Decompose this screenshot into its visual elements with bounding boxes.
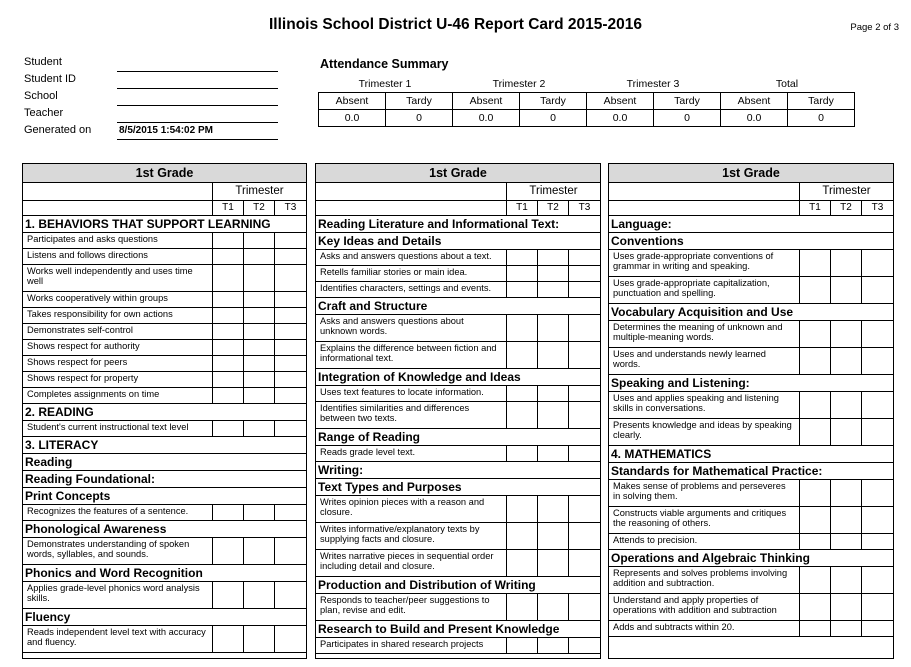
standard-description: Uses and understands newly learned words. [609, 348, 800, 374]
student-info [24, 55, 284, 140]
standard-row [23, 308, 306, 324]
standard-row [316, 523, 600, 550]
term-label-t3: T3 [578, 202, 591, 213]
grade-cell-t3 [862, 250, 893, 276]
grade-cell-t1 [213, 233, 244, 248]
attendance-value: 0.0 [453, 110, 520, 127]
standard-description: Understand and apply properties of operations with addition and subtraction [609, 594, 800, 620]
grade-cell-t2 [538, 386, 569, 401]
section-heading-standards-for-mathematical-practice: Standards for Mathematical Practice: [609, 463, 893, 480]
standard-row [609, 348, 893, 375]
grade-cell-t2 [244, 626, 275, 652]
attendance-col: Tardy [788, 93, 855, 110]
grade-cell-t1 [213, 249, 244, 264]
standard-description: Demonstrates understanding of spoken words, syllables, and sounds. [23, 538, 213, 564]
grade-cell-t1 [213, 308, 244, 323]
grade-cell-t2 [538, 496, 569, 522]
grade-cell-t2 [538, 594, 569, 620]
grade-cell-t2 [831, 594, 862, 620]
term-label-t2: T2 [831, 201, 862, 215]
standard-description: Writes informative/explanatory texts by supplying facts and closure. [316, 523, 507, 549]
grade-cell-t2 [244, 324, 275, 339]
standard-row [23, 582, 306, 609]
grade-cell-t2 [831, 534, 862, 549]
section-heading-writing: Writing: [316, 462, 600, 479]
grade-cell-t3 [275, 340, 306, 355]
attendance-col: Tardy [654, 93, 721, 110]
grade-cell-t2 [244, 233, 275, 248]
standard-row [316, 282, 600, 298]
grade-cell-t1 [800, 534, 831, 549]
attendance-group-trimester-1: Trimester 1 [358, 78, 412, 90]
standard-description: Participates and asks questions [23, 233, 213, 248]
attendance-value: 0 [654, 110, 721, 127]
grade-cell-t3 [569, 594, 600, 620]
standard-description: Works cooperatively within groups [23, 292, 213, 307]
standard-description: Explains the difference between fiction and informational text. [316, 342, 507, 368]
standard-description: Identifies similarities and differences between two texts. [316, 402, 507, 428]
grade-cell-t3 [275, 372, 306, 387]
section-heading-phonics-and-word-recognition: Phonics and Word Recognition [23, 565, 306, 582]
standard-description: Constructs viable arguments and critiques the reasoning of others. [609, 507, 800, 533]
grade-cell-t2 [831, 480, 862, 506]
school-label: School [24, 90, 58, 102]
grade-cell-t3 [569, 250, 600, 265]
student-id-label: Student ID [24, 73, 76, 85]
grade-cell-t3 [569, 496, 600, 522]
grade-cell-t2 [831, 250, 862, 276]
grade-cell-t3 [862, 480, 893, 506]
attendance-col: Absent [319, 93, 386, 110]
standard-row [23, 626, 306, 653]
section-heading-language: Language: [609, 216, 893, 233]
attendance-group-trimester-2: Trimester 2 [492, 78, 546, 90]
header-spacer [23, 183, 213, 200]
grade-cell-t3 [569, 638, 600, 653]
grade-cell-t2 [244, 372, 275, 387]
standard-description: Recognizes the features of a sentence. [23, 505, 213, 520]
standard-row [609, 250, 893, 277]
grade-cell-t2 [244, 538, 275, 564]
grade-cell-t2 [244, 582, 275, 608]
standard-description: Determines the meaning of unknown and multiple-meaning words. [609, 321, 800, 347]
section-heading-1-behaviors-that-support-learning: 1. BEHAVIORS THAT SUPPORT LEARNING [23, 216, 306, 233]
grade-cell-t2 [538, 550, 569, 576]
standard-row [316, 266, 600, 282]
standard-description: Represents and solves problems involving addition and subtraction. [609, 567, 800, 593]
grade-cell-t1 [507, 496, 538, 522]
attendance-value: 0 [788, 110, 855, 127]
grade-cell-t3 [862, 348, 893, 374]
grade-cell-t2 [538, 282, 569, 297]
grade-cell-t1 [507, 550, 538, 576]
section-heading-speaking-and-listening: Speaking and Listening: [609, 375, 893, 392]
grade-cell-t2 [538, 446, 569, 461]
grade-cell-t2 [831, 321, 862, 347]
trimester-label: Trimester [822, 185, 871, 197]
grade-cell-t1 [213, 340, 244, 355]
section-heading-fluency: Fluency [23, 609, 306, 626]
grade-cell-t1 [800, 348, 831, 374]
standard-row [23, 340, 306, 356]
grade-cell-t1 [213, 388, 244, 403]
attendance-value: 0 [520, 110, 587, 127]
teacher-field [24, 106, 284, 123]
grade-cell-t3 [569, 266, 600, 281]
generated-label: Generated on [24, 124, 92, 136]
attendance-col: Absent [721, 93, 788, 110]
term-label-t1: T1 [800, 201, 831, 215]
trimester-header [23, 183, 306, 201]
term-header [316, 201, 600, 216]
grade-cell-t2 [244, 388, 275, 403]
standard-description: Presents knowledge and ideas by speaking clearly. [609, 419, 800, 445]
attendance-title: Attendance Summary [320, 57, 449, 71]
standard-row [23, 233, 306, 249]
grade-cell-t2 [538, 266, 569, 281]
term-header [609, 201, 893, 216]
grade-cell-t3 [862, 621, 893, 636]
standard-description: Shows respect for authority [23, 340, 213, 355]
grade-cell-t2 [244, 265, 275, 291]
grade-cell-t3 [569, 342, 600, 368]
generated-field [24, 123, 284, 140]
grade-cell-t2 [831, 419, 862, 445]
grade-cell-t3 [862, 277, 893, 303]
grade-cell-t3 [275, 505, 306, 520]
grade-cell-t3 [862, 419, 893, 445]
standard-description: Takes responsibility for own actions [23, 308, 213, 323]
grade-cell-t3 [275, 582, 306, 608]
grade-cell-t1 [507, 266, 538, 281]
grade-cell-t3 [275, 421, 306, 436]
standard-description: Uses text features to locate information. [316, 386, 507, 401]
standard-row [316, 496, 600, 523]
section-heading-4-mathematics: 4. MATHEMATICS [609, 446, 893, 463]
student-field [24, 55, 284, 72]
header-spacer [316, 201, 507, 215]
standard-row [23, 372, 306, 388]
grade-cell-t2 [538, 523, 569, 549]
section-heading-craft-and-structure: Craft and Structure [316, 298, 600, 315]
grade-cell-t3 [569, 315, 600, 341]
standard-row [609, 621, 893, 637]
standard-description: Completes assignments on time [23, 388, 213, 403]
section-heading-reading-foundational: Reading Foundational: [23, 471, 306, 488]
standard-row [316, 386, 600, 402]
standard-description: Responds to teacher/peer suggestions to plan, revise and edit. [316, 594, 507, 620]
trimester-label: Trimester [529, 185, 578, 197]
grade-cell-t3 [275, 356, 306, 371]
grade-cell-t1 [800, 321, 831, 347]
standard-description: Listens and follows directions [23, 249, 213, 264]
standard-row [23, 265, 306, 292]
grade-cell-t3 [275, 308, 306, 323]
grade-cell-t1 [213, 505, 244, 520]
grade-cell-t3 [862, 594, 893, 620]
standard-row [609, 321, 893, 348]
grade-cell-t1 [507, 315, 538, 341]
standard-description: Reads independent level text with accuracy and fluency. [23, 626, 213, 652]
section-heading-3-literacy: 3. LITERACY [23, 437, 306, 454]
standard-description: Works well independently and uses time well [23, 265, 213, 291]
standard-description: Retells familiar stories or main idea. [316, 266, 507, 281]
grade-cell-t3 [862, 321, 893, 347]
standard-description: Writes opinion pieces with a reason and closure. [316, 496, 507, 522]
standard-description: Demonstrates self-control [23, 324, 213, 339]
grade-cell-t2 [244, 308, 275, 323]
standard-description: Student's current instructional text level [23, 421, 213, 436]
standard-row [23, 388, 306, 404]
grade-cell-t1 [800, 621, 831, 636]
panel-heading: 1st Grade [23, 164, 306, 183]
section-heading-research-to-build-and-present-knowledge: Research to Build and Present Knowledge [316, 621, 600, 638]
section-heading-2-reading: 2. READING [23, 404, 306, 421]
grade-cell-t2 [831, 507, 862, 533]
grade-cell-t2 [831, 348, 862, 374]
grade-cell-t1 [800, 392, 831, 418]
grade-cell-t1 [800, 277, 831, 303]
header-spacer [609, 183, 800, 200]
term-label-t2: T2 [538, 201, 569, 215]
grade-cell-t2 [538, 402, 569, 428]
standard-row [609, 507, 893, 534]
standard-description: Makes sense of problems and perseveres in solving them. [609, 480, 800, 506]
attendance-col: Absent [587, 93, 654, 110]
standard-row [23, 249, 306, 265]
grade-panel-3 [608, 163, 894, 659]
grade-cell-t1 [213, 292, 244, 307]
grade-cell-t2 [538, 638, 569, 653]
grade-cell-t1 [507, 386, 538, 401]
standard-description: Attends to precision. [609, 534, 800, 549]
standard-description: Asks and answers questions about unknown words. [316, 315, 507, 341]
grade-panel-1 [22, 163, 307, 659]
standard-row [609, 534, 893, 550]
section-heading-operations-and-algebraic-thinking: Operations and Algebraic Thinking [609, 550, 893, 567]
school-field [24, 89, 284, 106]
attendance-value: 0.0 [587, 110, 654, 127]
standard-row [609, 594, 893, 621]
grade-cell-t3 [862, 534, 893, 549]
grade-cell-t2 [831, 392, 862, 418]
standard-row [316, 402, 600, 429]
section-heading-vocabulary-acquisition-and-use: Vocabulary Acquisition and Use [609, 304, 893, 321]
standard-row [609, 277, 893, 304]
grade-cell-t1 [213, 626, 244, 652]
grade-cell-t3 [569, 446, 600, 461]
grade-cell-t3 [569, 282, 600, 297]
standard-row [23, 505, 306, 521]
grade-cell-t3 [275, 324, 306, 339]
section-heading-print-concepts: Print Concepts [23, 488, 306, 505]
section-heading-reading-literature-and-informational-tex: Reading Literature and Informational Text: [316, 216, 600, 233]
attendance-col: Tardy [386, 93, 453, 110]
generated-value: 8/5/2015 1:54:02 PM [119, 125, 213, 136]
grade-cell-t3 [275, 292, 306, 307]
page-number: Page 2 of 3 [850, 22, 899, 33]
grade-panel-2 [315, 163, 601, 659]
grade-cell-t3 [275, 249, 306, 264]
trimester-header [609, 183, 893, 201]
header-spacer [316, 183, 507, 200]
grade-cell-t1 [507, 282, 538, 297]
attendance-value: 0.0 [721, 110, 788, 127]
standard-row [316, 315, 600, 342]
standard-row [316, 446, 600, 462]
grade-cell-t3 [569, 523, 600, 549]
section-heading-conventions: Conventions [609, 233, 893, 250]
section-heading-reading: Reading [23, 454, 306, 471]
grade-cell-t1 [507, 446, 538, 461]
grade-cell-t1 [800, 567, 831, 593]
grade-cell-t2 [244, 421, 275, 436]
grade-cell-t3 [569, 402, 600, 428]
grade-cell-t1 [213, 265, 244, 291]
section-heading-key-ideas-and-details: Key Ideas and Details [316, 233, 600, 250]
grade-cell-t1 [213, 538, 244, 564]
standard-description: Adds and subtracts within 20. [609, 621, 800, 636]
standard-description: Uses and applies speaking and listening skills in conversations. [609, 392, 800, 418]
grade-cell-t1 [800, 419, 831, 445]
generated-line [117, 139, 278, 140]
standard-row [23, 538, 306, 565]
trimester-header [316, 183, 600, 201]
page-title: Illinois School District U-46 Report Card 2015-2016 [269, 16, 642, 33]
student-id-field [24, 72, 284, 89]
grade-cell-t2 [538, 342, 569, 368]
attendance-value: 0 [386, 110, 453, 127]
grade-cell-t3 [862, 507, 893, 533]
grade-cell-t2 [831, 621, 862, 636]
student-label: Student [24, 56, 62, 68]
attendance-value: 0.0 [319, 110, 386, 127]
grade-cell-t2 [244, 505, 275, 520]
standard-description: Applies grade-level phonics word analysis skills. [23, 582, 213, 608]
term-label-t3: T3 [871, 202, 884, 213]
standard-row [23, 292, 306, 308]
term-label-t1: T1 [507, 201, 538, 215]
grade-cell-t2 [244, 292, 275, 307]
panel-heading: 1st Grade [609, 164, 893, 183]
grade-cell-t1 [507, 594, 538, 620]
term-label-t1: T1 [213, 201, 244, 215]
header-spacer [23, 201, 213, 215]
trimester-label: Trimester [235, 185, 284, 197]
section-heading-phonological-awareness: Phonological Awareness [23, 521, 306, 538]
standard-description: Participates in shared research projects [316, 638, 507, 653]
grade-cell-t2 [831, 567, 862, 593]
grade-cell-t1 [213, 421, 244, 436]
attendance-col: Absent [453, 93, 520, 110]
standard-description: Writes narrative pieces in sequential order including detail and closure. [316, 550, 507, 576]
section-heading-range-of-reading: Range of Reading [316, 429, 600, 446]
attendance-col: Tardy [520, 93, 587, 110]
standard-row [316, 550, 600, 577]
attendance-group-total: Total [775, 78, 799, 90]
header-spacer [609, 201, 800, 215]
grade-cell-t1 [213, 324, 244, 339]
attendance-table [318, 92, 855, 127]
standard-description: Shows respect for peers [23, 356, 213, 371]
grade-cell-t1 [800, 480, 831, 506]
grade-cell-t2 [538, 250, 569, 265]
grade-cell-t1 [800, 507, 831, 533]
standard-description: Uses grade-appropriate conventions of grammar in writing and speaking. [609, 250, 800, 276]
standard-description: Uses grade-appropriate capitalization, punctuation and spelling. [609, 277, 800, 303]
grade-cell-t3 [862, 392, 893, 418]
section-heading-production-and-distribution-of-writing: Production and Distribution of Writing [316, 577, 600, 594]
grade-cell-t2 [244, 356, 275, 371]
standard-row [316, 250, 600, 266]
standard-row [23, 356, 306, 372]
grade-cell-t3 [275, 265, 306, 291]
term-label-t3: T3 [284, 202, 297, 213]
grade-cell-t2 [244, 340, 275, 355]
standard-description: Asks and answers questions about a text. [316, 250, 507, 265]
standard-row [609, 480, 893, 507]
grade-cell-t1 [507, 250, 538, 265]
grade-cell-t1 [507, 402, 538, 428]
grade-cell-t2 [244, 249, 275, 264]
grade-cell-t3 [569, 386, 600, 401]
grade-cell-t1 [800, 250, 831, 276]
panel-heading: 1st Grade [316, 164, 600, 183]
grade-cell-t1 [507, 342, 538, 368]
attendance-header-row [319, 93, 855, 110]
standard-row [609, 419, 893, 446]
standard-description: Reads grade level text. [316, 446, 507, 461]
attendance-group-trimester-3: Trimester 3 [626, 78, 680, 90]
term-header [23, 201, 306, 216]
standard-row [609, 567, 893, 594]
grade-cell-t1 [507, 523, 538, 549]
grade-cell-t1 [800, 594, 831, 620]
grade-cell-t3 [862, 567, 893, 593]
grade-cell-t1 [213, 356, 244, 371]
standard-description: Shows respect for property [23, 372, 213, 387]
attendance-value-row [319, 110, 855, 127]
standard-row [316, 638, 600, 654]
standard-row [316, 342, 600, 369]
standard-row [609, 392, 893, 419]
standard-row [23, 421, 306, 437]
standard-row [316, 594, 600, 621]
teacher-label: Teacher [24, 107, 64, 119]
grade-cell-t2 [831, 277, 862, 303]
section-heading-text-types-and-purposes: Text Types and Purposes [316, 479, 600, 496]
grade-cell-t1 [213, 372, 244, 387]
term-label-t2: T2 [244, 201, 275, 215]
grade-cell-t1 [213, 582, 244, 608]
grade-cell-t1 [507, 638, 538, 653]
grade-cell-t3 [275, 626, 306, 652]
standard-description: Identifies characters, settings and events. [316, 282, 507, 297]
grade-cell-t3 [275, 388, 306, 403]
grade-cell-t3 [569, 550, 600, 576]
grade-cell-t2 [538, 315, 569, 341]
standard-row [23, 324, 306, 340]
grade-cell-t3 [275, 538, 306, 564]
section-heading-integration-of-knowledge-and-ideas: Integration of Knowledge and Ideas [316, 369, 600, 386]
grade-cell-t3 [275, 233, 306, 248]
